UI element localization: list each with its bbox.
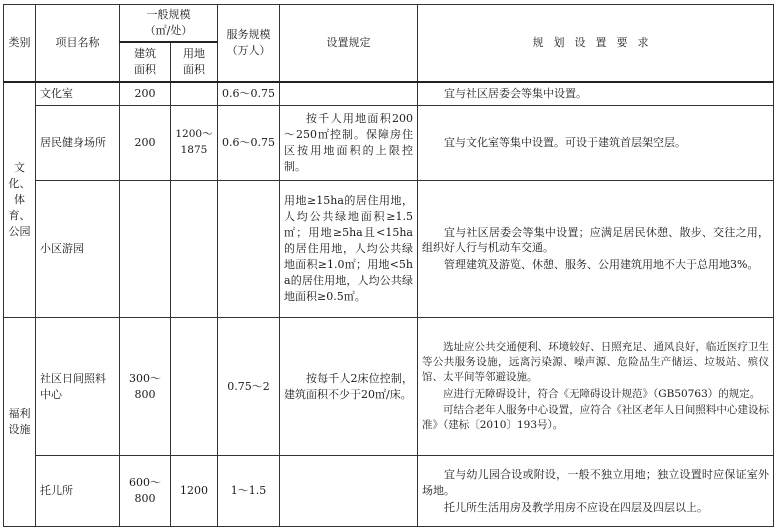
land-area-cell bbox=[171, 318, 218, 456]
table-row bbox=[4, 456, 774, 527]
table-row bbox=[4, 82, 774, 105]
land-area-cell bbox=[171, 180, 218, 318]
land-area-cell: 1200～ 1875 bbox=[171, 105, 218, 180]
category-cell: 福利 设施 bbox=[4, 318, 36, 527]
header-category: 类别 bbox=[4, 5, 36, 82]
header-general-scale-label: 一般规模 bbox=[146, 8, 191, 21]
requirement-paragraph: 宜与幼儿园合设或附设，一般不独立用地；独立设置时应保证室外场地。 bbox=[422, 467, 769, 497]
requirement-paragraph: 选址应公共交通便利、环境较好、日照充足、通风良好，临近医疗卫生等公共服务设施，远离污染源、噪声源、危险品生产储运、垃圾站、殡仪馆、太平间等邻避设施。 bbox=[422, 341, 769, 384]
header-land-area: 用地 面积 bbox=[171, 42, 218, 82]
building-area-cell bbox=[120, 180, 171, 318]
requirements-cell bbox=[418, 180, 774, 318]
land-area-cell bbox=[171, 82, 218, 105]
service-scale-cell: 0.6～0.75 bbox=[218, 82, 280, 105]
table-row bbox=[4, 105, 774, 180]
requirements-cell bbox=[418, 82, 774, 105]
project-name-cell: 托儿所 bbox=[36, 456, 120, 527]
settings-cell bbox=[280, 82, 418, 105]
category-cell: 文化、 体育、 公园 bbox=[4, 82, 36, 318]
requirement-paragraph: 宜与社区居委会等集中设置。 bbox=[444, 86, 587, 100]
settings-paragraph: 按千人用地面积200～250㎡控制。保障房住区按用地面积的上限控制。 bbox=[284, 111, 413, 173]
header-requirements: 规划设置要求 bbox=[418, 5, 774, 82]
table-row bbox=[4, 318, 774, 456]
settings-cell bbox=[280, 180, 418, 318]
service-scale-cell: 0.75～2 bbox=[218, 318, 280, 456]
building-area-cell: 300～ 800 bbox=[120, 318, 171, 456]
requirements-cell bbox=[418, 105, 774, 180]
settings-cell bbox=[280, 105, 418, 180]
service-scale-cell bbox=[218, 180, 280, 318]
requirements-cell bbox=[418, 318, 774, 456]
settings-cell bbox=[280, 318, 418, 456]
requirement-paragraph: 宜与文化室等集中设置。可设于建筑首层架空层。 bbox=[444, 135, 686, 149]
header-general-scale-unit: （㎡/处） bbox=[144, 23, 193, 37]
header-settings: 设置规定 bbox=[280, 5, 418, 82]
service-scale-cell: 0.6～0.75 bbox=[218, 105, 280, 180]
requirement-paragraph: 宜与社区居委会等集中设置；应满足居民休憩、散步、交往之用，组织好人行与机动车交通。 bbox=[422, 225, 769, 255]
requirement-paragraph: 托儿所生活用房及教学用房不应设在四层及四层以上。 bbox=[444, 500, 708, 514]
project-name-cell: 居民健身场所 bbox=[36, 105, 120, 180]
building-area-cell: 200 bbox=[120, 82, 171, 105]
project-name-cell: 小区游园 bbox=[36, 180, 120, 318]
project-name-cell: 社区日间照料中心 bbox=[36, 318, 120, 456]
land-area-cell: 1200 bbox=[171, 456, 218, 527]
building-area-cell: 200 bbox=[120, 105, 171, 180]
header-project-name: 项目名称 bbox=[36, 5, 120, 82]
requirement-paragraph: 应进行无障碍设计，符合《无障碍设计规范》（GB50763）的规定。 bbox=[443, 387, 761, 400]
header-service-scale: 服务规模 （万人） bbox=[218, 5, 280, 82]
settings-cell bbox=[280, 456, 418, 527]
table-row bbox=[4, 180, 774, 318]
header-building-area: 建筑 面积 bbox=[120, 42, 171, 82]
building-area-cell: 600～ 800 bbox=[120, 456, 171, 527]
requirements-cell bbox=[418, 456, 774, 527]
facility-standards-table bbox=[3, 4, 774, 527]
requirement-paragraph: 可结合老年人服务中心设置，应符合《社区老年人日间照料中心建设标准》（建标〔2010〕193号）。 bbox=[422, 403, 769, 432]
requirement-paragraph: 管理建筑及游览、休憩、服务、公用建筑用地不大于总用地3%。 bbox=[444, 258, 759, 272]
service-scale-cell: 1～1.5 bbox=[218, 456, 280, 527]
settings-paragraph: 用地≥15ha的居住用地，人均公共绿地面积≥1.5㎡；用地≥5ha且<15ha的居住用地，人均公共绿地面积≥1.0㎡；用地<5ha的居住用地，人均公共绿地面积≥0.5㎡。 bbox=[284, 194, 413, 303]
settings-paragraph: 按每千人2床位控制，建筑面积不少于20㎡/床。 bbox=[284, 371, 413, 401]
project-name-cell: 文化室 bbox=[36, 82, 120, 105]
header-general-scale bbox=[120, 5, 218, 42]
